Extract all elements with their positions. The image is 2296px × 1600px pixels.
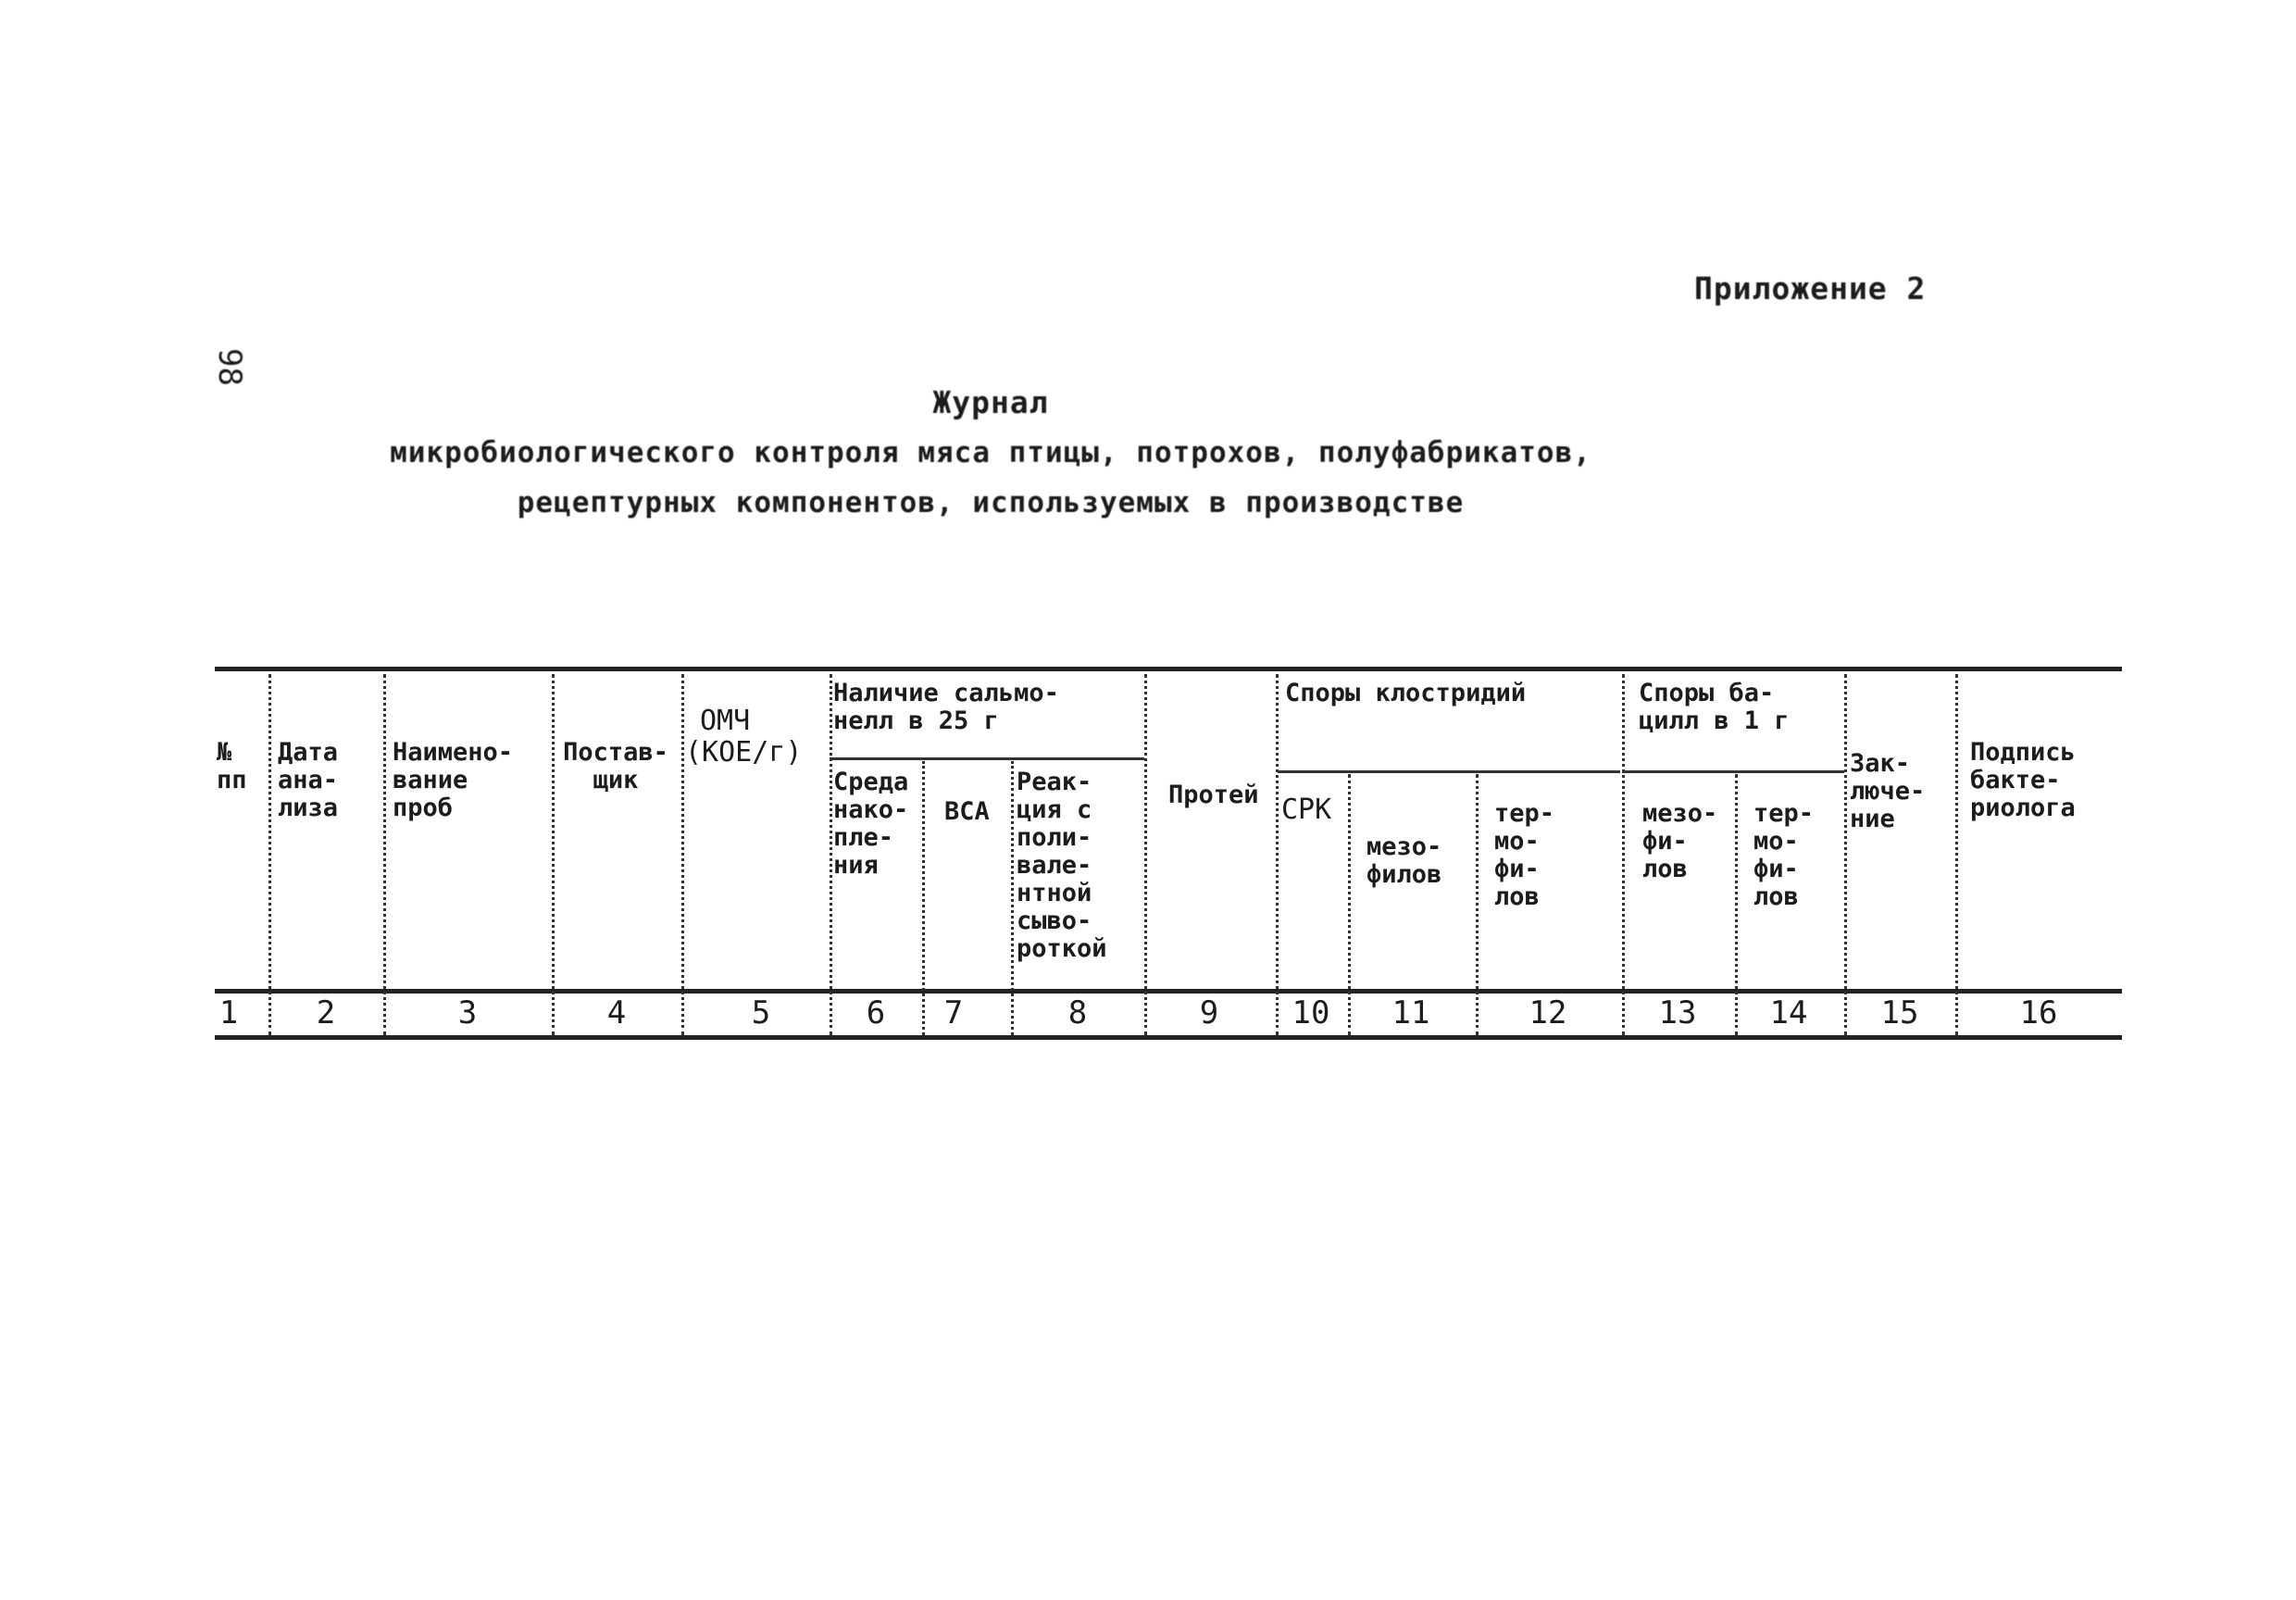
col-number: 8 (1067, 994, 1088, 1031)
header-line: бакте- (1970, 766, 2061, 794)
header-line: Споры клостридий (1285, 679, 1527, 707)
header-line: риолога (1970, 794, 2076, 822)
title-line-1: Журнал (932, 384, 1049, 420)
header-line: люче- (1850, 777, 1926, 806)
col-sep (1011, 761, 1014, 1035)
header-line: ВСА (944, 797, 990, 826)
col-sep (1144, 674, 1147, 1035)
col-number: 4 (606, 994, 627, 1031)
col-number: 16 (2019, 994, 2058, 1031)
header-line: ОМЧ (700, 705, 751, 737)
header-line: Споры ба- (1639, 679, 1775, 707)
col-10-header (1281, 796, 1331, 824)
col-5-header (685, 706, 802, 769)
col-14-header (1753, 800, 1814, 911)
header-line: Реак- (1017, 768, 1092, 796)
header-line: ана- (278, 766, 339, 794)
bacilli-subrule (1622, 770, 1844, 773)
header-line: щик (593, 766, 639, 794)
col-sep (1276, 674, 1279, 1035)
col-number: 7 (943, 994, 964, 1031)
header-line: ция с (1017, 795, 1092, 824)
title-line-2: микробиологического контроля мяса птицы, потрохов, полуфабрикатов, (390, 436, 1591, 469)
header-line: ния (833, 851, 879, 880)
header-line: проб (393, 794, 454, 822)
header-line: № (217, 738, 232, 767)
header-line: мо- (1753, 827, 1799, 856)
header-line: пп (217, 766, 247, 794)
col-number: 10 (1292, 994, 1330, 1031)
col-2-header (278, 739, 338, 822)
table-bottom-rule (215, 1035, 2122, 1040)
header-line: сыво- (1017, 906, 1092, 935)
header-line: мо- (1494, 827, 1540, 856)
col-sep (1955, 674, 1958, 1035)
col-number: 9 (1199, 994, 1219, 1031)
header-line: цилл в 1 г (1639, 706, 1790, 735)
header-line: Постав- (563, 738, 668, 767)
header-line: нако- (833, 795, 909, 824)
col-7-header (944, 798, 990, 826)
col-number: 3 (457, 994, 478, 1031)
col-13-header (1642, 800, 1717, 883)
header-line: Наимено- (393, 738, 514, 767)
salmonella-subrule (830, 757, 1144, 760)
col-4-header (555, 739, 676, 794)
header-line: СРК (1281, 794, 1332, 826)
header-line: мезо- (1642, 799, 1718, 828)
table-header-bottom-rule (215, 989, 2122, 994)
col-9-header (1168, 781, 1259, 809)
col-sep (1735, 774, 1738, 1035)
col-number: 13 (1658, 994, 1697, 1031)
header-line: тер- (1494, 799, 1555, 828)
appendix-label: Приложение 2 (1694, 270, 1927, 306)
header-line: вале- (1017, 851, 1092, 880)
col-6-header (833, 769, 908, 880)
col-number: 11 (1391, 994, 1430, 1031)
header-line: ние (1850, 805, 1895, 833)
col-number: 6 (866, 994, 886, 1031)
col-number: 5 (751, 994, 771, 1031)
header-line: нтной (1017, 879, 1092, 907)
col-sep (830, 674, 832, 1035)
col-number: 15 (1880, 994, 1919, 1031)
col-sep (1844, 674, 1847, 1035)
header-line: Подпись (1970, 738, 2076, 767)
col-3-header (393, 739, 513, 822)
col-16-header (1970, 739, 2076, 822)
header-line: фи- (1642, 827, 1688, 856)
header-line: Протей (1168, 781, 1259, 809)
header-line: фи- (1494, 855, 1540, 883)
header-line: пле- (833, 823, 894, 852)
col-sep (268, 674, 271, 1035)
header-line: Среда (833, 768, 909, 796)
bacilli-group-header (1639, 680, 1790, 735)
header-line: лов (1753, 882, 1799, 911)
header-line: тер- (1753, 799, 1815, 828)
col-15-header (1850, 750, 1925, 833)
title-line-3: рецептурных компонентов, используемых в производстве (517, 486, 1465, 519)
col-number: 1 (218, 994, 239, 1031)
header-line: филов (1366, 860, 1442, 889)
salmonella-group-header (833, 680, 1059, 735)
header-line: вание (393, 766, 468, 794)
col-number: 12 (1529, 994, 1567, 1031)
col-sep (383, 674, 386, 1035)
journal-title (278, 378, 1703, 528)
header-line: Наличие сальмо- (833, 679, 1059, 707)
header-line: роткой (1017, 934, 1107, 963)
header-line: (КОЕ/г) (685, 736, 803, 769)
table-top-rule (215, 667, 2122, 671)
col-11-header (1366, 833, 1441, 889)
header-line: Дата (278, 738, 339, 767)
header-line: лиза (278, 794, 339, 822)
col-8-header (1017, 769, 1107, 963)
col-12-header (1494, 800, 1554, 911)
header-line: лов (1494, 882, 1540, 911)
col-number: 14 (1769, 994, 1808, 1031)
col-sep (1622, 674, 1625, 1035)
header-line: мезо- (1366, 832, 1442, 861)
col-sep (681, 674, 684, 1035)
header-line: нелл в 25 г (833, 706, 999, 735)
header-line: Зак- (1850, 749, 1911, 778)
col-sep (552, 674, 555, 1035)
header-line: лов (1642, 855, 1688, 883)
clostridia-group-header (1285, 680, 1526, 707)
header-line: фи- (1753, 855, 1799, 883)
header-line: поли- (1017, 823, 1092, 852)
page-number: 98 (211, 348, 248, 386)
col-1-header (217, 739, 247, 794)
col-sep (1476, 774, 1479, 1035)
col-number: 2 (316, 994, 336, 1031)
clostridia-subrule (1278, 770, 1620, 773)
